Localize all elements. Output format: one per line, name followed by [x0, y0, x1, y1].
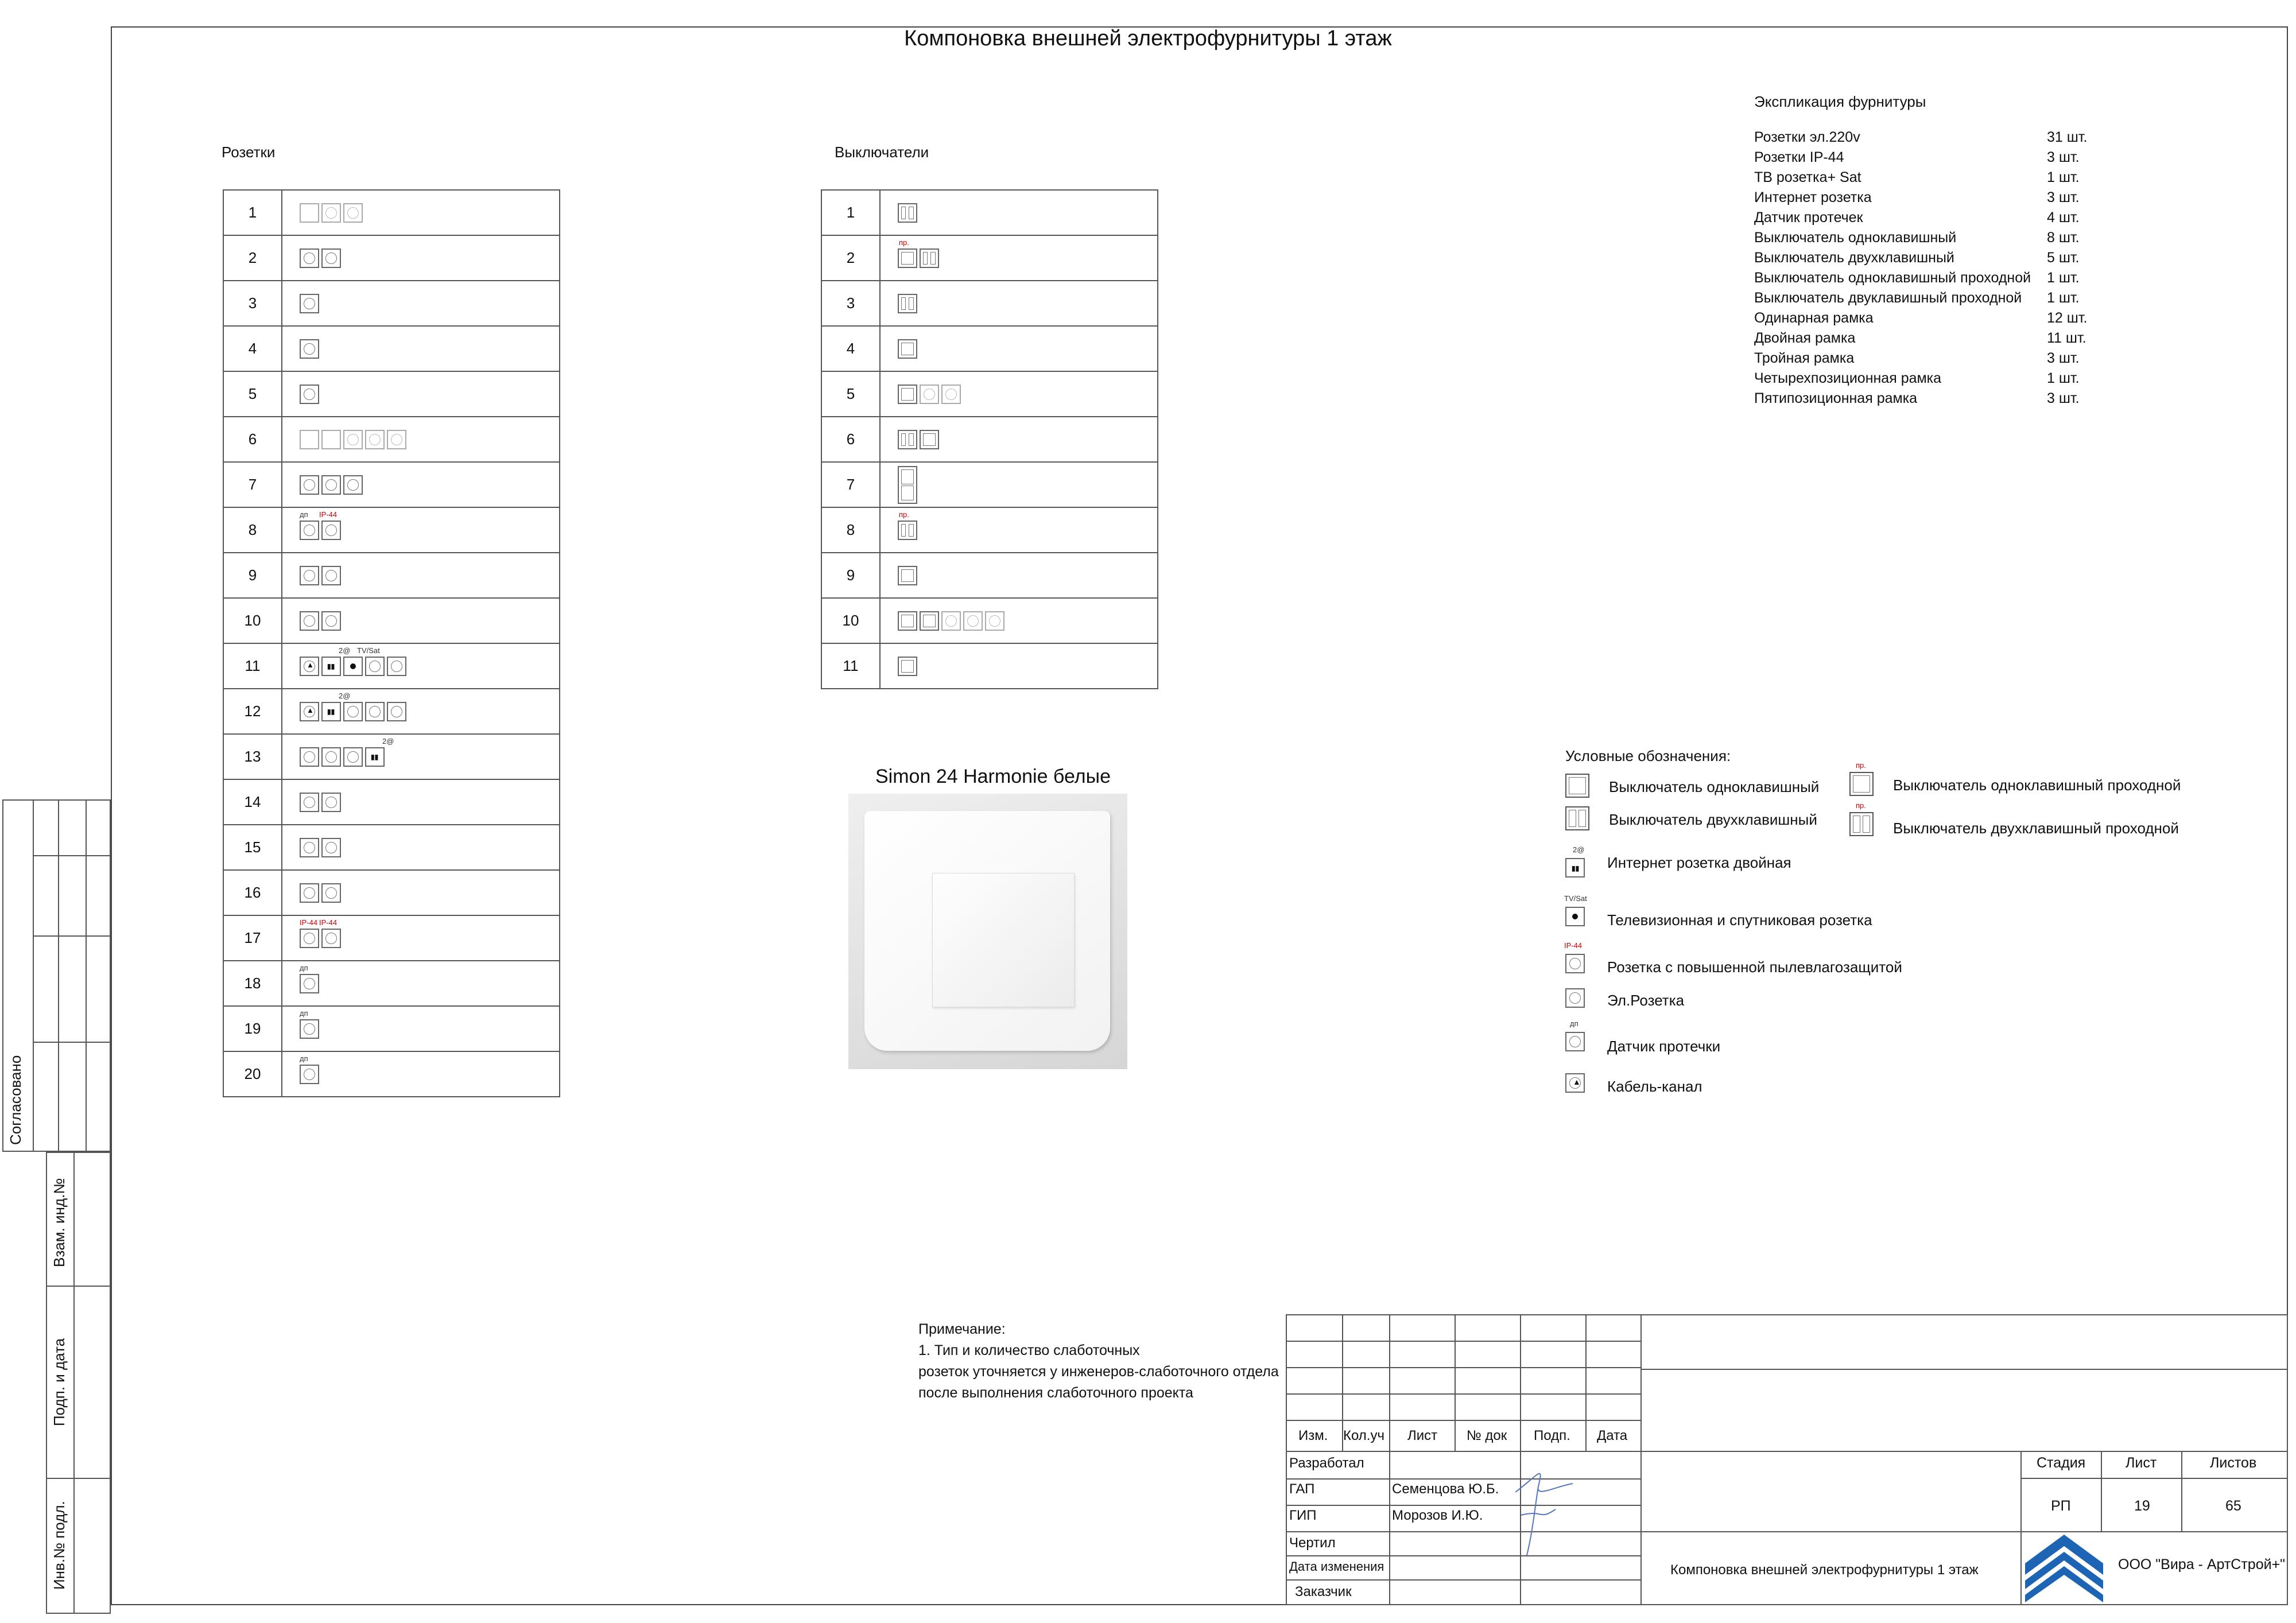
frame-blank-icon	[300, 203, 319, 223]
explication-item	[1754, 127, 2087, 147]
explication-name: Розетки эл.220v	[1754, 129, 1860, 145]
explication-item	[1754, 308, 2087, 328]
switch-single-icon	[898, 249, 917, 268]
socket-icon	[941, 611, 961, 631]
row-pictogram	[880, 326, 1158, 371]
socket-icon	[321, 838, 341, 857]
tv-mark: TV/Sat	[1564, 894, 1587, 903]
row-pictogram	[282, 190, 560, 235]
socket-icon	[387, 430, 406, 449]
row-pictogram	[880, 507, 1158, 553]
stamp-h-kol: Кол.уч	[1343, 1428, 1384, 1443]
row-pictogram	[880, 643, 1158, 689]
row-number: 8	[223, 507, 282, 553]
explication-qty: 11 шт.	[2047, 330, 2086, 346]
switch-single-pass-icon	[1849, 772, 1874, 796]
socket-icon	[920, 385, 939, 404]
socket-icon	[343, 702, 363, 721]
explication-list	[1754, 127, 2087, 409]
socket-row	[223, 417, 560, 462]
row-number: 17	[223, 915, 282, 961]
stamp-h-izm: Изм.	[1298, 1428, 1328, 1443]
explication-qty: 1 шт.	[2047, 169, 2080, 185]
socket-icon	[300, 249, 319, 268]
socket-row	[223, 1006, 560, 1051]
row-number: 14	[223, 779, 282, 825]
explication-item	[1754, 348, 2087, 368]
leak-sensor-icon	[1565, 1032, 1585, 1051]
socket-row	[223, 553, 560, 598]
explication-qty: 1 шт.	[2047, 370, 2080, 386]
explication-name: Тройная рамка	[1754, 350, 1855, 366]
row-number: 3	[223, 281, 282, 326]
row-pictogram	[282, 1006, 560, 1051]
explication-qty: 8 шт.	[2047, 230, 2080, 246]
explication-qty: 3 шт.	[2047, 390, 2080, 406]
explication-item	[1754, 248, 2087, 268]
frame-blank-icon	[321, 430, 341, 449]
sockets-table	[223, 189, 560, 1097]
socket-icon	[321, 929, 341, 948]
socket-icon	[300, 1019, 319, 1039]
stamp-h-list: Лист	[1407, 1428, 1438, 1443]
switch-row	[821, 507, 1158, 553]
switch-plate	[864, 811, 1110, 1051]
cable-channel-icon: ▲	[300, 657, 319, 676]
explication-item	[1754, 389, 2087, 409]
socket-icon	[321, 203, 341, 223]
socket-row	[223, 326, 560, 371]
row-number: 11	[821, 643, 880, 689]
stamp-gap-name: Семенцова Ю.Б.	[1392, 1481, 1499, 1497]
row-number: 3	[821, 281, 880, 326]
row-pictogram	[282, 553, 560, 598]
switch-double-pass-icon	[1849, 812, 1874, 836]
switch-row	[821, 643, 1158, 689]
legend-el: Эл.Розетка	[1607, 992, 1685, 1009]
stamp-h-ndoc: № док	[1467, 1428, 1507, 1443]
socket-row	[223, 734, 560, 779]
socket-row	[223, 961, 560, 1006]
row-pictogram	[880, 235, 1158, 281]
note-line3: после выполнения слаботочного проекта	[918, 1385, 1193, 1401]
row-pictogram	[282, 961, 560, 1006]
switches-label: Выключатели	[835, 143, 929, 161]
stamp-chertil: Чертил	[1289, 1535, 1336, 1551]
inv-label: Инв.№ подл.	[51, 1501, 68, 1590]
legend-sw2p: Выключатель двухклавишный проходной	[1893, 820, 2179, 837]
socket-icon	[300, 475, 319, 495]
row-pictogram	[880, 598, 1158, 643]
legend-ip: Розетка с повышенной пылевлагозащитой	[1607, 958, 1902, 976]
row-pictogram	[282, 734, 560, 779]
socket-row	[223, 643, 560, 689]
switch-double-icon	[898, 430, 917, 449]
explication-qty: 3 шт.	[2047, 189, 2080, 205]
stamp-h-podp: Подп.	[1534, 1428, 1570, 1443]
switch-row	[821, 235, 1158, 281]
row-number: 2	[223, 235, 282, 281]
socket-icon	[963, 611, 983, 631]
socket-row	[223, 825, 560, 870]
switch-single-icon	[920, 611, 939, 631]
row-pictogram	[282, 235, 560, 281]
socket-icon	[321, 883, 341, 903]
row-pictogram	[880, 190, 1158, 235]
sockets-label: Розетки	[222, 143, 276, 161]
socket-row	[223, 371, 560, 417]
explication-qty: 1 шт.	[2047, 270, 2080, 286]
socket-row	[223, 507, 560, 553]
agreed-label: Согласовано	[7, 1055, 24, 1145]
row-pictogram	[282, 1051, 560, 1097]
row-number: 15	[223, 825, 282, 870]
socket-icon	[300, 793, 319, 812]
explication-item	[1754, 368, 2087, 389]
switch-single-icon	[898, 611, 917, 631]
row-number: 4	[223, 326, 282, 371]
socket-icon	[300, 611, 319, 631]
socket-icon	[321, 475, 341, 495]
explication-name: Одинарная рамка	[1754, 310, 1874, 326]
stamp-gap: ГАП	[1289, 1481, 1315, 1497]
socket-icon	[343, 475, 363, 495]
row-pictogram	[880, 281, 1158, 326]
frame-blank-icon	[300, 430, 319, 449]
stamp-razrab: Разработал	[1289, 1455, 1364, 1471]
row-number: 9	[821, 553, 880, 598]
switch-double-icon	[920, 249, 939, 268]
row-number: 9	[223, 553, 282, 598]
socket-icon	[300, 566, 319, 585]
stamp-h-date: Дата	[1597, 1428, 1628, 1443]
row-number: 19	[223, 1006, 282, 1051]
row-pictogram	[880, 462, 1158, 507]
legend-leak: Датчик протечки	[1607, 1038, 1721, 1055]
switch-row	[821, 417, 1158, 462]
row-number: 7	[223, 462, 282, 507]
row-number: 8	[821, 507, 880, 553]
row-number: 2	[821, 235, 880, 281]
switch-double-icon	[1565, 806, 1589, 830]
row-pictogram	[880, 371, 1158, 417]
internet-socket-icon: ▮▮	[365, 747, 385, 767]
tv-mark: TV/Sat	[357, 646, 380, 655]
row-pictogram	[282, 779, 560, 825]
switch-row	[821, 190, 1158, 235]
ip44-mark: IP-44	[319, 510, 338, 519]
row-pictogram	[880, 417, 1158, 462]
explication-item	[1754, 147, 2087, 168]
pr-mark: пр.	[899, 238, 909, 247]
explication-name: Датчик протечек	[1754, 209, 1863, 226]
socket-row	[223, 689, 560, 734]
row-number: 10	[821, 598, 880, 643]
page-title: Компоновка внешней электрофурнитуры 1 этаж	[904, 26, 1392, 51]
legend-net: Интернет розетка двойная	[1607, 854, 1791, 871]
net-mark: 2@	[1573, 845, 1585, 854]
explication-name: Выключатель двуклавишный проходной	[1754, 290, 2022, 306]
switch-double-vertical-icon	[898, 466, 917, 504]
stamp-sheets: 65	[2225, 1498, 2241, 1514]
socket-row	[223, 1051, 560, 1097]
socket-icon	[365, 430, 385, 449]
socket-icon	[343, 747, 363, 767]
socket-icon	[321, 793, 341, 812]
pr-mark: пр.	[1856, 801, 1866, 810]
switch-row	[821, 553, 1158, 598]
explication-item	[1754, 288, 2087, 308]
socket-row	[223, 235, 560, 281]
row-pictogram	[880, 553, 1158, 598]
stamp-doc-title: Компоновка внешней электрофурнитуры 1 этаж	[1670, 1562, 1979, 1578]
ip44-mark: IP-44	[1564, 941, 1583, 950]
row-pictogram	[282, 326, 560, 371]
explication-name: ТВ розетка+ Sat	[1754, 169, 1861, 185]
explication-item	[1754, 268, 2087, 288]
socket-icon	[300, 521, 319, 540]
switch-double-icon	[898, 203, 917, 223]
socket-row	[223, 190, 560, 235]
socket-row	[223, 462, 560, 507]
socket-icon	[300, 883, 319, 903]
row-pictogram	[282, 643, 560, 689]
explication-name: Розетки IP-44	[1754, 149, 1844, 165]
row-number: 12	[223, 689, 282, 734]
pr-mark: пр.	[1856, 761, 1866, 770]
row-pictogram	[282, 825, 560, 870]
row-number: 7	[821, 462, 880, 507]
switch-key	[932, 873, 1075, 1007]
socket-icon	[300, 974, 319, 993]
signature	[1504, 1452, 1584, 1567]
internet-socket-icon: ▮▮	[321, 702, 341, 721]
socket-icon	[300, 294, 319, 313]
socket-icon	[387, 657, 406, 676]
socket-icon	[321, 747, 341, 767]
socket-icon	[300, 929, 319, 948]
cable-channel-icon: ▲	[1565, 1073, 1585, 1093]
row-number: 10	[223, 598, 282, 643]
explication-name: Четырехпозиционная рамка	[1754, 370, 1942, 386]
internet-socket-icon: ▮▮	[321, 657, 341, 676]
switch-row	[821, 462, 1158, 507]
switch-single-icon	[1565, 774, 1589, 798]
stamp-gip: ГИП	[1289, 1508, 1317, 1523]
row-pictogram	[282, 281, 560, 326]
note	[918, 1319, 1279, 1404]
stamp-sheet: 19	[2134, 1498, 2150, 1514]
explication-name: Выключатель одноклавишный проходной	[1754, 270, 2031, 286]
dp-mark: дп	[1570, 1019, 1578, 1028]
pr-mark: пр.	[899, 510, 909, 519]
row-number: 18	[223, 961, 282, 1006]
note-title: Примечание:	[918, 1321, 1006, 1337]
row-number: 1	[223, 190, 282, 235]
switch-double-icon	[898, 294, 917, 313]
socket-icon	[387, 702, 406, 721]
socket-icon	[300, 1065, 319, 1084]
row-pictogram	[282, 870, 560, 915]
socket-icon	[300, 339, 319, 359]
row-number: 16	[223, 870, 282, 915]
stamp-company: ООО "Вира - АртСтрой+"	[2118, 1556, 2286, 1572]
row-number: 20	[223, 1051, 282, 1097]
row-number: 6	[821, 417, 880, 462]
socket-row	[223, 915, 560, 961]
explication-item	[1754, 208, 2087, 228]
socket-icon	[321, 249, 341, 268]
explication-qty: 5 шт.	[2047, 250, 2080, 266]
legend-title: Условные обозначения:	[1565, 747, 1731, 764]
product-photo	[848, 794, 1127, 1069]
internet-socket-icon: ▮▮	[1565, 858, 1585, 877]
socket-row	[223, 870, 560, 915]
switch-row	[821, 326, 1158, 371]
explication-title: Экспликация фурнитуры	[1754, 93, 1926, 110]
legend-cable: Кабель-канал	[1607, 1078, 1702, 1095]
row-pictogram	[282, 462, 560, 507]
explication-qty: 31 шт.	[2047, 129, 2088, 145]
stamp-date-change: Дата изменения	[1289, 1559, 1384, 1574]
switch-row	[821, 371, 1158, 417]
cable-channel-icon: ▲	[300, 702, 319, 721]
socket-row	[223, 779, 560, 825]
switch-row	[821, 598, 1158, 643]
explication-name: Интернет розетка	[1754, 189, 1872, 205]
socket-icon	[941, 385, 961, 404]
stamp-stage-h: Стадия	[2037, 1455, 2086, 1471]
switch-single-icon	[898, 657, 917, 676]
explication-qty: 12 шт.	[2047, 310, 2088, 326]
stamp-gip-name: Морозов И.Ю.	[1392, 1508, 1483, 1523]
net-mark: 2@	[382, 737, 394, 746]
socket-icon	[300, 747, 319, 767]
vzam-label: Взам. инд.№	[51, 1178, 68, 1267]
legend-sw1p: Выключатель одноклавишный проходной	[1893, 776, 2181, 794]
row-number: 5	[821, 371, 880, 417]
explication-qty: 4 шт.	[2047, 209, 2080, 226]
dp-mark: дп	[300, 510, 308, 519]
socket-icon	[985, 611, 1004, 631]
explication-name: Выключатель одноклавишный	[1754, 230, 1957, 246]
row-pictogram	[282, 598, 560, 643]
socket-icon	[365, 657, 385, 676]
socket-icon	[300, 385, 319, 404]
product-caption: Simon 24 Harmonie белые	[875, 766, 1111, 787]
socket-icon	[321, 611, 341, 631]
explication-item	[1754, 168, 2087, 188]
row-pictogram	[282, 507, 560, 553]
row-number: 11	[223, 643, 282, 689]
el-socket-icon	[1565, 988, 1585, 1008]
explication-qty: 3 шт.	[2047, 350, 2080, 366]
stamp-sheet-h: Лист	[2126, 1455, 2157, 1471]
row-pictogram	[282, 417, 560, 462]
explication-name: Пятипозиционная рамка	[1754, 390, 1918, 406]
company-logo	[2025, 1535, 2103, 1602]
legend-sw2: Выключатель двухклавишный	[1609, 811, 1817, 828]
ip44-socket-icon	[1565, 954, 1585, 973]
row-number: 5	[223, 371, 282, 417]
socket-row	[223, 281, 560, 326]
explication-qty: 1 шт.	[2047, 290, 2080, 306]
legend-sw1: Выключатель одноклавишный	[1609, 778, 1820, 795]
net-mark: 2@	[339, 692, 351, 700]
row-pictogram	[282, 915, 560, 961]
socket-icon	[321, 521, 341, 540]
explication-item	[1754, 228, 2087, 248]
dp-mark: дп	[300, 1054, 308, 1063]
switches-table	[821, 189, 1158, 689]
ip44-mark: IP-44	[319, 918, 338, 927]
explication-qty: 3 шт.	[2047, 149, 2080, 165]
explication-item	[1754, 328, 2087, 348]
socket-icon	[343, 430, 363, 449]
socket-icon	[300, 838, 319, 857]
podp-label: Подп. и дата	[51, 1338, 68, 1426]
dp-mark: дп	[300, 964, 308, 972]
row-pictogram	[282, 689, 560, 734]
socket-row	[223, 598, 560, 643]
explication-name: Двойная рамка	[1754, 330, 1856, 346]
net-mark: 2@	[339, 646, 351, 655]
switch-single-icon	[898, 566, 917, 585]
switch-single-icon	[898, 385, 917, 404]
explication-name: Выключатель двухклавишный	[1754, 250, 1954, 266]
switch-single-icon	[920, 430, 939, 449]
switch-row	[821, 281, 1158, 326]
socket-icon	[343, 203, 363, 223]
stamp-stage: РП	[2051, 1498, 2071, 1514]
note-line1: 1. Тип и количество слаботочных	[918, 1342, 1140, 1358]
tv-socket-icon	[343, 657, 363, 676]
row-number: 1	[821, 190, 880, 235]
dp-mark: дп	[300, 1009, 308, 1018]
row-number: 4	[821, 326, 880, 371]
ip44-mark: IP-44	[300, 918, 318, 927]
socket-icon	[365, 702, 385, 721]
stamp-customer: Заказчик	[1295, 1584, 1352, 1599]
legend-tv: Телевизионная и спутниковая розетка	[1607, 911, 1872, 929]
row-pictogram	[282, 371, 560, 417]
socket-icon	[321, 566, 341, 585]
stamp-sheets-h: Листов	[2210, 1455, 2257, 1471]
switch-single-icon	[898, 339, 917, 359]
tv-socket-icon	[1565, 907, 1585, 926]
note-line2: розеток уточняется у инженеров-слаботочного отдела	[918, 1364, 1279, 1380]
row-number: 6	[223, 417, 282, 462]
switch-double-icon	[898, 521, 917, 540]
row-number: 13	[223, 734, 282, 779]
explication-item	[1754, 188, 2087, 208]
